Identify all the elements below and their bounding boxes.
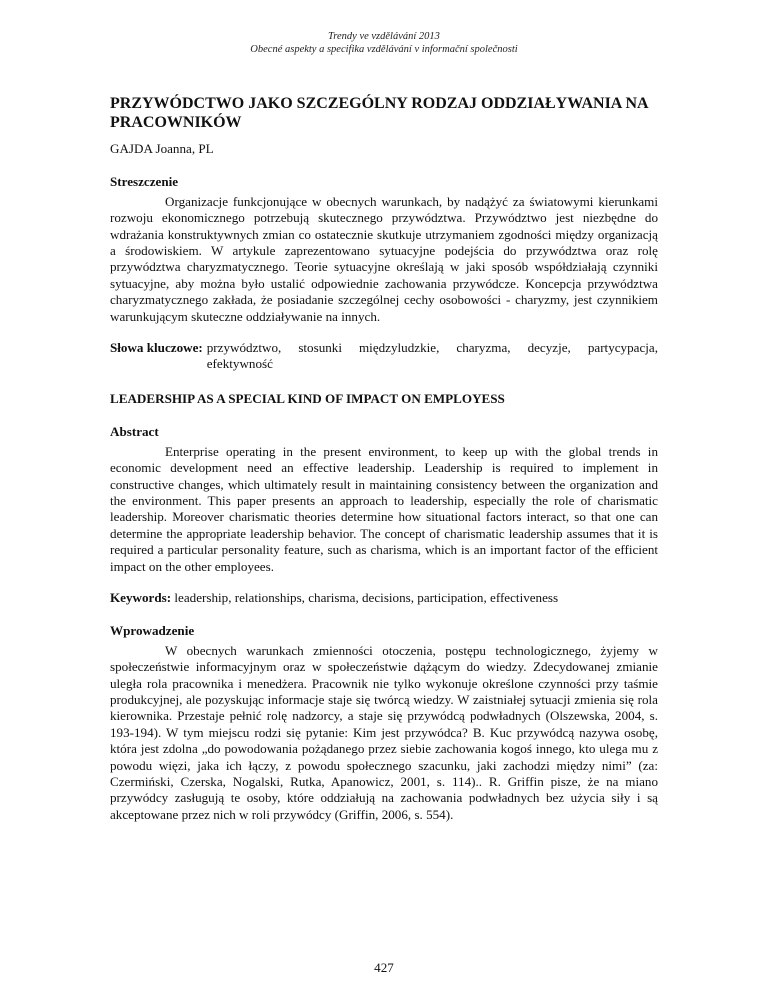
- abstract-en-heading: Abstract: [110, 424, 159, 440]
- paper-title: PRZYWÓDCTWO JAKO SZCZEGÓLNY RODZAJ ODDZIAŁYWANIA NA PRACOWNIKÓW: [110, 95, 648, 131]
- running-header-line-1: Trendy ve vzdělávání 2013: [328, 31, 440, 42]
- keywords-en-text: leadership, relationships, charisma, decisions, participation, effectiveness: [174, 589, 559, 605]
- introduction-text: W obecnych warunkach zmienności otoczenia, postępu technologicznego, żyjemy w społeczeństwie informacyjnym oraz w społeczeństwie dążącym do wiedzy. Zdecydowanej zmianie uległa rola pracownika i menedżera. Pracownik nie tylko wykonuje określone czynności przy taśmie produkcyjnej, ale pozyskując informacje staje się twórcą wiedzy. W zaistniałej sytuacji zmienia się rola kierownika. Przestaje pełnić rolę nadzorcy, a staje się przywódcą podwładnych (Olszewska, 2004, s. 193-194). W tym miejscu rodzi się pytanie: Kim jest przywódca? B. Kuc przywódcą nazywa osobę, która jest zdolna „do powodowania pożądanego przez siebie zachowania kogoś innego, kto ulega mu z powodu więzi, jaka ich łączy, z powodu społecznego szacunku, jaki zachodzi między nimi” (za: Czermiński, Czerska, Nogalski, Rutka, Apanowicz, 2001, s. 114).. R. Griffin pisze, że na miano przywódcy zasługują te osoby, które oddziałują na zachowania podwładnych bez użycia siły i są akceptowane przez nich w roli przywódcy (Griffin, 2006, s. 554).: [110, 642, 658, 822]
- keywords-pl-text: przywództwo, stosunki międzyludzkie, charyzma, decyzje, partycypacja, efektywność: [206, 340, 658, 372]
- abstract-pl-heading: Streszczenie: [110, 174, 179, 190]
- introduction-heading: Wprowadzenie: [110, 623, 195, 639]
- keywords-pl: [110, 340, 658, 373]
- page-number: 427: [374, 960, 394, 975]
- keywords-en: [110, 590, 658, 606]
- running-header-line-2: Obecné aspekty a specifika vzdělávání v informační společnosti: [250, 44, 518, 55]
- keywords-en-label: Keywords:: [110, 589, 172, 605]
- author-line: GAJDA Joanna, PL: [110, 141, 214, 156]
- keywords-pl-label: Słowa kluczowe:: [110, 340, 203, 356]
- english-title: LEADERSHIP AS A SPECIAL KIND OF IMPACT ON EMPLOYESS: [110, 390, 505, 406]
- abstract-en-text: Enterprise operating in the present environment, to keep up with the global trends in economic development need an effective leadership. Leadership is required to implement in constructive changes, which ultimately result in maintaining consistency between the organization and the environment. This paper presents an approach to leadership, especially the role of charismatic leadership. Moreover charismatic theories determine how situational factors interact, so that one can determine the appropriate leadership behavior. The concept of charismatic leadership assumes that it is required a particular personality feature, such as charisma, which is an important factor of the efficient impact on the other employees.: [110, 443, 658, 574]
- abstract-pl-text: Organizacje funkcjonujące w obecnych warunkach, by nadążyć za światowymi kierunkami rozwoju ekonomicznego potrzebują skutecznego przywództwa. Przywództwo jest niezbędne do wdrażania konstruktywnych zmian co ostatecznie skutkuje utrzymaniem zgodności między organizacją a środowiskiem. W artykule zaprezentowano sytuacyjne podejścia do przywództwa oraz rolę przywództwa charyzmatycznego. Teorie sytuacyjne określają w jaki sposób współdziałają czynniki sytuacyjne, aby można było ustalić odpowiednie zachowania przywódcze. Koncepcja przywództwa charyzmatycznego zakłada, że posiadanie szczególnej cechy osobowości - charyzmy, jest czynnikiem warunkującym skuteczne oddziaływanie na innych.: [110, 193, 658, 324]
- running-header: [110, 30, 658, 56]
